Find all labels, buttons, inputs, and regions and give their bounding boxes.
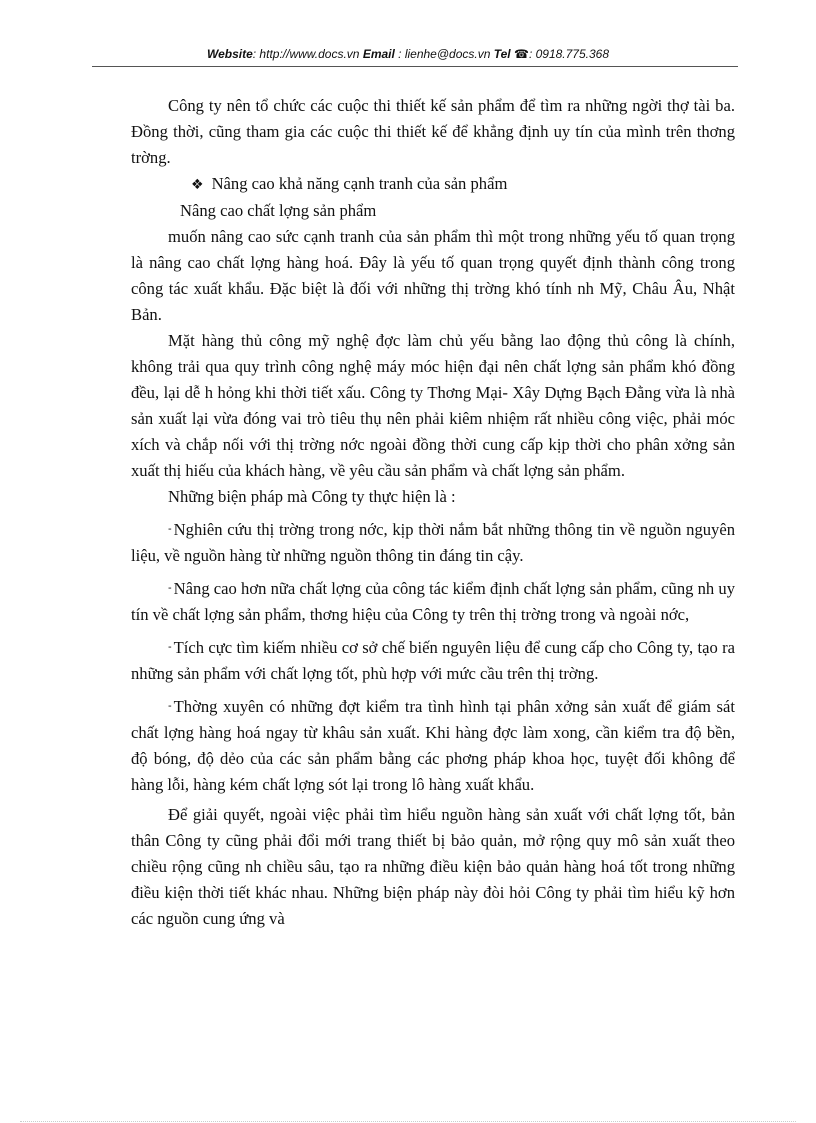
list-item [131,634,735,687]
list-item-text: Thờng xuyên có những đợt kiểm tra tình hình tại phân xởng sản xuất để giám sát chất lợng hàng hoá ngay từ khâu sản xuất. Khi hàng đợc làm xong, cần kiểm tra độ bền, độ bóng, độ dẻo của các sản phẩm bằng các phơng pháp khoa học, tuyệt đối không để hàng lỗi, hàng kém chất lợng sót lại trong lô hàng xuất khẩu. [131,697,735,794]
paragraph-quality: muốn nâng cao sức cạnh tranh của sản phẩm thì một trong những yếu tố quan trọng là nâng cao chất lợng hàng hoá. Đây là yếu tố quan trọng quyết định thành công trong công tác xuất khẩu. Đặc biệt là đối với những thị trờng khó tính nh Mỹ, Châu Âu, Nhật Bản. [131,227,735,324]
section-heading [131,171,735,198]
list-item [131,575,735,628]
section-heading-text: Nâng cao khả năng cạnh tranh của sản phẩm [211,174,508,193]
phone-icon: ☎ [513,47,529,61]
website-url[interactable]: : http://www.docs.vn [252,47,363,61]
list-item [131,516,735,569]
dash-bullet-icon: - [168,523,172,535]
tel-number: : 0918.775.368 [528,47,610,61]
paragraph-measures-intro: Những biện pháp mà Công ty thực hiện là : [168,487,456,506]
page-bottom-border [20,1121,796,1122]
email-label: Email [362,47,395,61]
list-item-text: Tích cực tìm kiếm nhiều cơ sở chế biến nguyên liệu để cung cấp cho Công ty, tạo ra những sản phẩm với chất lợng tốt, phù hợp với mức cầu trên thị trờng. [131,638,735,683]
paragraph-intro: Công ty nên tổ chức các cuộc thi thiết kế sản phẩm để tìm ra những ngời thợ tài ba. Đồng thời, cũng tham gia các cuộc thi thiết kế để khẳng định uy tín của mình trên thơng trờng. [131,96,735,167]
list-item-text: Nâng cao hơn nữa chất lợng của công tác kiểm định chất lợng sản phẩm, cũng nh uy tín về chất lợng sản phẩm, thơng hiệu của Công ty trên thị trờng trong và ngoài nớc, [131,579,735,624]
list-item [131,693,735,798]
dash-bullet-icon: - [168,582,172,594]
document-body [131,93,735,932]
page-header [0,47,816,61]
dash-bullet-icon: - [168,641,172,653]
dash-bullet-icon: - [168,700,172,712]
paragraph-handicraft: Mặt hàng thủ công mỹ nghệ đợc làm chủ yếu bằng lao động thủ công là chính, không trải qua quy trình công nghệ máy móc hiện đại nên chất lợng sản phẩm khó đồng đều, lại dễ h hỏng khi thời tiết xấu. Công ty Thơng Mại- Xây Dựng Bạch Đằng vừa là nhà sản xuất lại vừa đóng vai trò tiêu thụ nên phải kiêm nhiệm rất nhiều công việc, phải móc xích và chắp nối với thị trờng nớc ngoài đồng thời cung cấp kịp thời cho phân xởng sản xuất thị hiếu của khách hàng, về yêu cầu sản phẩm và chất lợng sản phẩm. [131,331,735,480]
header-divider [92,66,738,67]
website-label: Website [206,47,253,61]
list-item-text: Nghiên cứu thị trờng trong nớc, kịp thời nắm bắt những thông tin về nguồn nguyên liệu, về nguồn hàng từ những nguồn thông tin đáng tin cậy. [131,520,735,565]
email-address[interactable]: : lienhe@docs.vn [394,47,494,61]
diamond-bullet-icon: ❖ [191,177,204,193]
tel-label: Tel [493,47,511,61]
sub-heading: Nâng cao chất lợng sản phẩm [180,201,377,220]
paragraph-solution: Để giải quyết, ngoài việc phải tìm hiểu nguồn hàng sản xuất với chất lợng tốt, bản thân Công ty cũng phải đổi mới trang thiết bị bảo quản, mở rộng quy mô sản xuất theo chiều rộng cũng nh chiều sâu, tạo ra những điều kiện bảo quản hàng hoá tốt trong những điều kiện thời tiết khác nhau. Những biện pháp này đòi hỏi Công ty phải tìm hiểu kỹ hơn các nguồn cung ứng và [131,805,735,928]
